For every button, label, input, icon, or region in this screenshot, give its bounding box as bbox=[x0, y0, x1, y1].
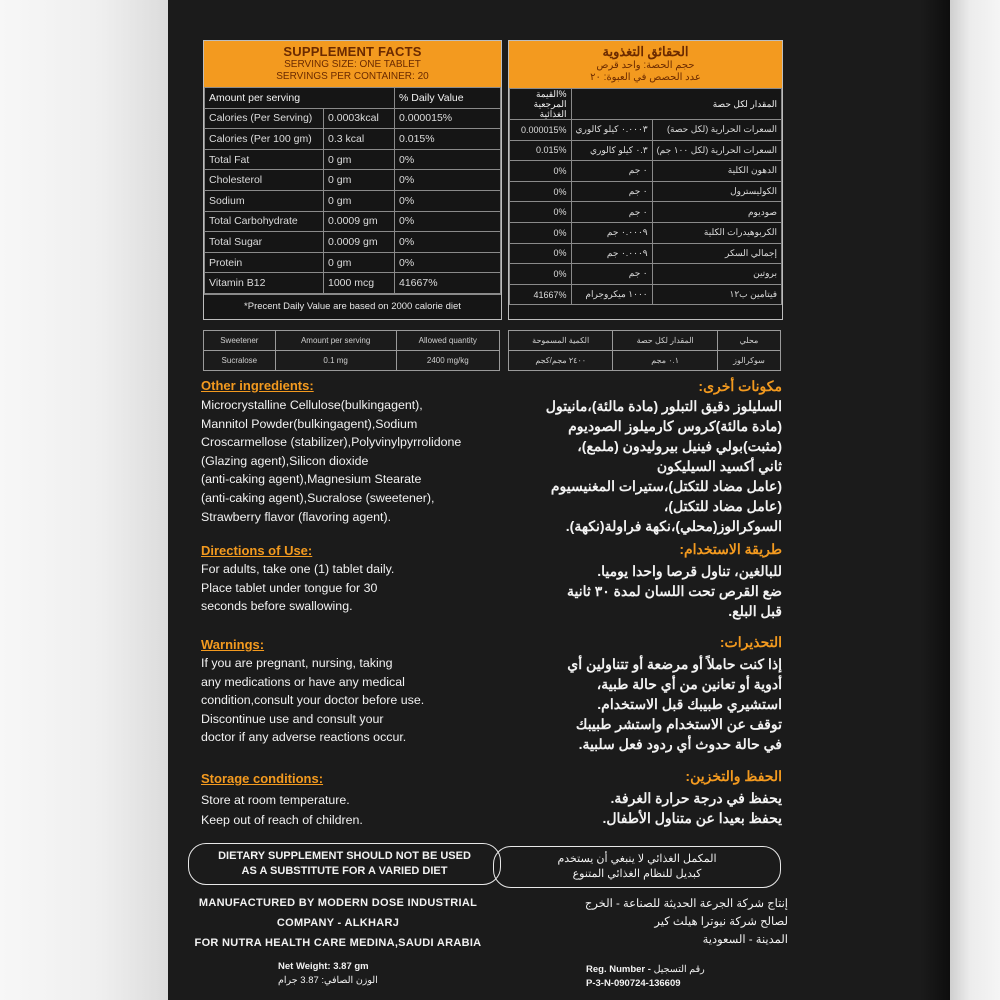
nutrient-name: Total Fat bbox=[205, 149, 324, 170]
table-row bbox=[510, 120, 782, 141]
nutrient-amount: 0 gm bbox=[324, 190, 395, 211]
sweetener-name: Sucralose bbox=[204, 351, 276, 371]
disclaimer-banner: DIETARY SUPPLEMENT SHOULD NOT BE USED AS A SUBSTITUTE FOR A VARIED DIET bbox=[188, 843, 501, 885]
left-background bbox=[0, 0, 168, 1000]
nutrient-amount: ٠ جم bbox=[571, 181, 652, 202]
nutrient-amount: ٠ جم bbox=[571, 202, 652, 223]
sweetener-header: Sweetener bbox=[204, 331, 276, 351]
arabic-header-daily-value: %القيمة المرجعية الغذائية bbox=[510, 89, 572, 120]
servings-per-container: SERVINGS PER CONTAINER: 20 bbox=[276, 71, 429, 82]
arabic-directions-text: للبالغين، تناول قرصا واحدا يوميا. ضع القرص تحت اللسان لمدة ٣٠ ثانية قبل البلع. bbox=[567, 563, 782, 619]
nutrient-name: الكوليسترول bbox=[652, 181, 781, 202]
nutrient-amount: 0.3 kcal bbox=[324, 129, 395, 150]
arabic-sweetener-table bbox=[508, 330, 781, 371]
package-back-panel bbox=[168, 0, 950, 1000]
table-row bbox=[205, 149, 501, 170]
nutrient-name: صوديوم bbox=[652, 202, 781, 223]
nutrient-amount: 1000 mcg bbox=[324, 273, 395, 294]
sweetener-allowed: 2400 mg/kg bbox=[396, 351, 499, 371]
storage-heading: Storage conditions: bbox=[201, 771, 324, 786]
nutrient-dv: 0% bbox=[510, 264, 572, 285]
arabic-sweetener-header: محلي bbox=[717, 331, 780, 351]
nutrient-name: Calories (Per Serving) bbox=[205, 108, 324, 129]
facts-grid bbox=[204, 87, 501, 294]
nutrient-amount: ٠.٠٠٠٩ جم bbox=[571, 222, 652, 243]
facts-header bbox=[204, 41, 501, 87]
nutrient-amount: 0.0009 gm bbox=[324, 211, 395, 232]
table-row bbox=[510, 243, 782, 264]
table-row bbox=[205, 170, 501, 191]
header-daily-value: % Daily Value bbox=[395, 88, 501, 109]
warnings-heading: Warnings: bbox=[201, 637, 265, 652]
nutrient-name: Total Sugar bbox=[205, 232, 324, 253]
table-row bbox=[510, 222, 782, 243]
nutrient-amount: ٠.٠٠٠٣ كيلو كالوري bbox=[571, 120, 652, 141]
nutrient-name: Vitamin B12 bbox=[205, 273, 324, 294]
table-header-row bbox=[204, 331, 500, 351]
table-header-row bbox=[205, 88, 501, 109]
arabic-other-ingredients-text: السليلوز دقيق التبلور (مادة مالئة)،مانيتول (مادة مالئة)كروس كارميلوز الصوديوم (مثبت)بولي فينيل بيروليدون (ملمع)، ثاني أكسيد السيليكون (عامل مضاد للتكتل)،ستيرات المغنيسيوم (عامل مضاد للتكتل)، السوكرالوز(محلي)،نكهة فراولة(نكهة). bbox=[545, 398, 782, 534]
arabic-sweetener-name: سوكرالوز bbox=[717, 351, 780, 371]
arabic-storage-text: يحفظ في درجة حرارة الغرفة. يحفظ بعيدا عن متناول الأطفال. bbox=[602, 790, 782, 826]
daily-value-note: *Precent Daily Value are based on 2000 calorie diet bbox=[204, 294, 501, 318]
arabic-header-amount: المقدار لكل حصة bbox=[571, 89, 781, 120]
net-weight-arabic: الوزن الصافي: 3.87 جرام bbox=[278, 975, 378, 986]
nutrient-name: Total Carbohydrate bbox=[205, 211, 324, 232]
nutrient-name: السعرات الحرارية (لكل حصة) bbox=[652, 120, 781, 141]
arabic-amount-header: المقدار لكل حصة bbox=[613, 331, 718, 351]
nutrient-amount: ٠ جم bbox=[571, 264, 652, 285]
nutrient-name: الدهون الكلية bbox=[652, 161, 781, 182]
table-row bbox=[205, 211, 501, 232]
nutrient-dv: 0% bbox=[510, 222, 572, 243]
storage-text: Store at room temperature. Keep out of reach of children. bbox=[201, 793, 363, 827]
facts-title: SUPPLEMENT FACTS bbox=[283, 44, 422, 59]
table-row bbox=[510, 284, 782, 305]
serving-size: SERVING SIZE: ONE TABLET bbox=[284, 59, 421, 70]
nutrient-dv: 0% bbox=[395, 170, 501, 191]
arabic-facts-header bbox=[509, 41, 782, 88]
arabic-warnings-text: إذا كنت حاملاً أو مرضعة أو تتناولين أي أدوية أو تعانين من أي حالة طبية، استشيري طبيبك قبل الاستخدام. توقف عن الاستخدام واستشر طبيبك في حالة حدوث أي ردود فعل سلبية. bbox=[567, 656, 782, 752]
arabic-sweetener-allowed: ٢٤٠٠ مجم/كجم bbox=[509, 351, 613, 371]
nutrient-name: Cholesterol bbox=[205, 170, 324, 191]
table-row bbox=[205, 232, 501, 253]
warnings-text: If you are pregnant, nursing, taking any medications or have any medical condition,consult your doctor before use. Discontinue use and consult your doctor if any adverse reactions occur. bbox=[201, 656, 425, 745]
nutrient-amount: 0.0003kcal bbox=[324, 108, 395, 129]
nutrient-name: إجمالي السكر bbox=[652, 243, 781, 264]
nutrient-dv: 0.000015% bbox=[395, 108, 501, 129]
nutrient-name: السعرات الحرارية (لكل ١٠٠ جم) bbox=[652, 140, 781, 161]
nutrient-dv: 0% bbox=[510, 243, 572, 264]
table-row bbox=[205, 273, 501, 294]
header-amount: Amount per serving bbox=[205, 88, 395, 109]
other-ingredients-text: Microcrystalline Cellulose(bulkingagent), Mannitol Powder(bulkingagent),Sodium Croscarmellose (stabilizer),Polyvinylpyrrolidone (Glazing agent),Silicon dioxide (anti-caking agent),Magnesium Stearate (anti-caking agent),Sucralose (sweetener), Strawberry flavor (flavoring agent). bbox=[201, 398, 462, 524]
nutrient-name: بروتين bbox=[652, 264, 781, 285]
nutrient-amount: ٠.٣ كيلو كالوري bbox=[571, 140, 652, 161]
table-header-row bbox=[510, 89, 782, 120]
directions-heading: Directions of Use: bbox=[201, 543, 313, 558]
table-header-row bbox=[509, 331, 781, 351]
manufacturer-info: MANUFACTURED BY MODERN DOSE INDUSTRIAL COMPANY - ALKHARJ FOR NUTRA HEALTH CARE MEDINA,SAUDI ARABIA bbox=[194, 897, 482, 949]
allowed-header: Allowed quantity bbox=[396, 331, 499, 351]
nutrient-dv: 0% bbox=[510, 181, 572, 202]
table-row bbox=[205, 252, 501, 273]
reg-label-en: Reg. Number - bbox=[586, 964, 651, 975]
right-background bbox=[950, 0, 1000, 1000]
sweetener-amount: 0.1 mg bbox=[275, 351, 396, 371]
nutrient-name: الكربوهيدرات الكلية bbox=[652, 222, 781, 243]
table-row bbox=[205, 190, 501, 211]
nutrient-name: Sodium bbox=[205, 190, 324, 211]
nutrient-dv: 41667% bbox=[395, 273, 501, 294]
nutrient-name: فيتامين ب١٢ bbox=[652, 284, 781, 305]
arabic-facts-table bbox=[508, 40, 783, 320]
arabic-storage-heading: الحفظ والتخزين: bbox=[685, 768, 782, 784]
nutrient-name: Calories (Per 100 gm) bbox=[205, 129, 324, 150]
arabic-warnings-heading: التحذيرات: bbox=[719, 634, 782, 650]
table-row bbox=[510, 264, 782, 285]
nutrient-dv: 0.015% bbox=[510, 140, 572, 161]
reg-number-label bbox=[586, 964, 705, 975]
table-row bbox=[510, 161, 782, 182]
nutrient-amount: ٠ جم bbox=[571, 161, 652, 182]
nutrient-dv: 0.000015% bbox=[510, 120, 572, 141]
nutrient-dv: 41667% bbox=[510, 284, 572, 305]
arabic-serving-size: حجم الحصة: واحد قرص bbox=[596, 60, 695, 71]
nutrient-dv: 0% bbox=[395, 232, 501, 253]
supplement-facts-table bbox=[203, 40, 502, 320]
nutrient-amount: 0 gm bbox=[324, 170, 395, 191]
nutrient-amount: 0.0009 gm bbox=[324, 232, 395, 253]
nutrient-dv: 0% bbox=[395, 252, 501, 273]
sweetener-table bbox=[203, 330, 500, 371]
table-row bbox=[510, 140, 782, 161]
arabic-disclaimer-banner: المكمل الغذائي لا ينبغي أن يستخدم كبديل للنظام الغذائي المتنوع bbox=[493, 846, 781, 888]
net-weight: Net Weight: 3.87 gm bbox=[278, 961, 369, 972]
table-row bbox=[204, 351, 500, 371]
nutrient-dv: 0% bbox=[510, 161, 572, 182]
nutrient-dv: 0% bbox=[395, 190, 501, 211]
arabic-other-ingredients-heading: مكونات أخرى: bbox=[698, 378, 782, 394]
arabic-sweetener-amount: ٠.١ مجم bbox=[613, 351, 718, 371]
nutrient-name: Protein bbox=[205, 252, 324, 273]
arabic-directions-heading: طريقة الاستخدام: bbox=[679, 541, 782, 557]
arabic-facts-title: الحقائق التغذوية bbox=[602, 44, 689, 59]
table-row bbox=[510, 202, 782, 223]
arabic-allowed-header: الكمية المسموحة bbox=[509, 331, 613, 351]
arabic-facts-grid bbox=[509, 88, 782, 305]
reg-label-ar: رقم التسجيل bbox=[653, 964, 705, 975]
reg-number: P-3-N-090724-136609 bbox=[586, 978, 681, 989]
nutrient-dv: 0% bbox=[395, 211, 501, 232]
nutrient-amount: 0 gm bbox=[324, 252, 395, 273]
nutrient-dv: 0% bbox=[510, 202, 572, 223]
nutrient-dv: 0% bbox=[395, 149, 501, 170]
nutrient-amount: ١٠٠٠ ميكروجرام bbox=[571, 284, 652, 305]
table-row bbox=[510, 181, 782, 202]
directions-text: For adults, take one (1) tablet daily. Place tablet under tongue for 30 seconds before swallowing. bbox=[201, 562, 395, 614]
other-ingredients-heading: Other ingredients: bbox=[201, 378, 314, 393]
table-row bbox=[205, 129, 501, 150]
table-row bbox=[509, 351, 781, 371]
nutrient-dv: 0.015% bbox=[395, 129, 501, 150]
amount-header: Amount per serving bbox=[275, 331, 396, 351]
nutrient-amount: ٠.٠٠٠٩ جم bbox=[571, 243, 652, 264]
arabic-servings-per-container: عدد الحصص في العبوة: ٢٠ bbox=[590, 72, 701, 83]
nutrient-amount: 0 gm bbox=[324, 149, 395, 170]
table-row bbox=[205, 108, 501, 129]
arabic-manufacturer-info: إنتاج شركة الجرعة الحديثة للصناعة - الخرج لصالح شركة نيوترا هيلث كير المدينة - السعودية bbox=[584, 898, 788, 946]
